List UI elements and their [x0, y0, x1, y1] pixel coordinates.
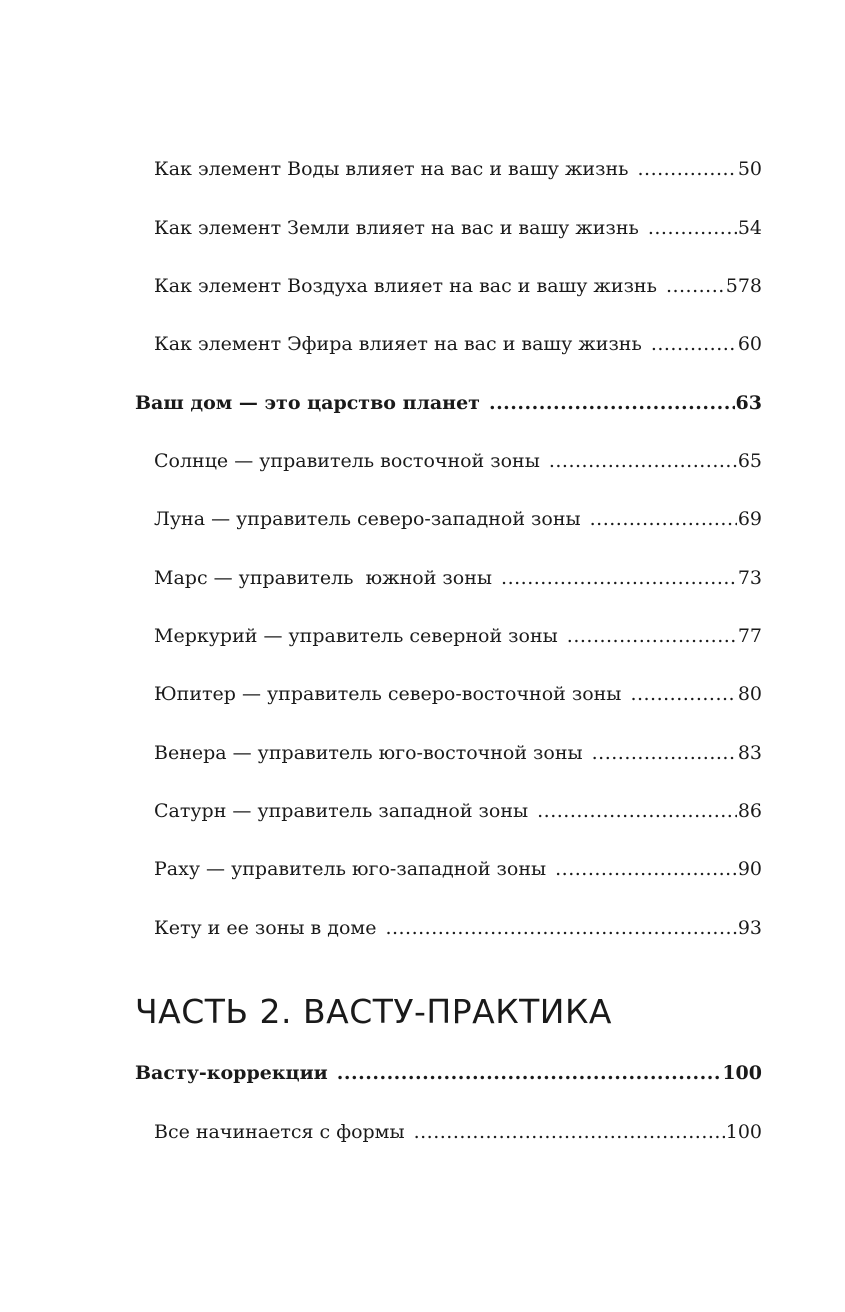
- toc-section-title: Ваш дом — это царство планет: [135, 392, 480, 414]
- toc-entry-title: Солнце — управитель восточной зоны: [154, 450, 540, 472]
- toc-entry-title: Меркурий — управитель северной зоны: [154, 625, 558, 647]
- dot-leader: [592, 741, 737, 765]
- toc-entry-mars: [154, 566, 762, 590]
- toc-entry-page: 100: [725, 1121, 762, 1143]
- toc-entry-title: Как элемент Воды влияет на вас и вашу жизнь: [154, 158, 629, 180]
- dot-leader: [648, 216, 737, 240]
- toc-entry-title: Раху — управитель юго-западной зоны: [154, 858, 547, 880]
- toc-entry-saturn: [154, 799, 762, 823]
- part-heading: ЧАСТЬ 2. ВАСТУ-ПРАКТИКА: [135, 992, 612, 1031]
- dot-leader: [630, 682, 736, 706]
- toc-entry-page: 90: [737, 858, 762, 880]
- dot-leader: [549, 449, 737, 473]
- toc-entry-page: 60: [737, 333, 762, 355]
- toc-entry-form: [154, 1120, 762, 1144]
- toc-entry-moon: [154, 507, 762, 531]
- toc-entry-page: 86: [737, 800, 762, 822]
- dot-leader: [567, 624, 737, 648]
- dot-leader: [489, 391, 735, 415]
- toc-entry-title: Марс — управитель южной зоны: [154, 567, 493, 589]
- toc-entry-title: Венера — управитель юго-восточной зоны: [154, 742, 583, 764]
- dot-leader: [337, 1061, 722, 1085]
- toc-entry-page: 54: [737, 217, 762, 239]
- dot-leader: [537, 799, 737, 823]
- dot-leader: [414, 1120, 725, 1144]
- toc-entry-page: 69: [737, 508, 762, 530]
- dot-leader: [555, 857, 737, 881]
- toc-entry-title: Как элемент Эфира влияет на вас и вашу жизнь: [154, 333, 642, 355]
- toc-entry-title: Кету и ее зоны в доме: [154, 917, 377, 939]
- toc-entry-page: 83: [737, 742, 762, 764]
- toc-entry-page: 93: [737, 917, 762, 939]
- toc-entry-page: 65: [737, 450, 762, 472]
- toc-entry-water: [154, 157, 762, 181]
- dot-leader: [501, 566, 737, 590]
- dot-leader: [666, 274, 725, 298]
- toc-entry-page: 77: [737, 625, 762, 647]
- dot-leader: [637, 157, 736, 181]
- toc-section-planets: [135, 391, 762, 415]
- toc-entry-ether: [154, 332, 762, 356]
- toc-section-page: 63: [735, 392, 762, 414]
- toc-entry-jupiter: [154, 682, 762, 706]
- toc-entry-page: 73: [737, 567, 762, 589]
- dot-leader: [651, 332, 737, 356]
- toc-entry-mercury: [154, 624, 762, 648]
- dot-leader: [590, 507, 737, 531]
- toc-section-page: 100: [722, 1062, 762, 1084]
- toc-entry-title: Луна — управитель северо-западной зоны: [154, 508, 581, 530]
- toc-section-corrections: [135, 1061, 762, 1085]
- toc-entry-title: Все начинается с формы: [154, 1121, 405, 1143]
- toc-entry-title: Юпитер — управитель северо-восточной зоны: [154, 683, 622, 705]
- toc-entry-title: Как элемент Воздуха влияет на вас и вашу жизнь: [154, 275, 657, 297]
- toc-entry-page: 80: [737, 683, 762, 705]
- toc-entry-title: Сатурн — управитель западной зоны: [154, 800, 529, 822]
- toc-entry-sun: [154, 449, 762, 473]
- toc-entry-air: [154, 274, 762, 298]
- toc-entry-venus: [154, 741, 762, 765]
- toc-entry-page: 578: [725, 275, 762, 297]
- dot-leader: [385, 916, 736, 940]
- toc-entry-earth: [154, 216, 762, 240]
- toc-section-title: Васту-коррекции: [135, 1062, 328, 1084]
- toc-entry-rahu: [154, 857, 762, 881]
- toc-entry-ketu: [154, 916, 762, 940]
- toc-entry-title: Как элемент Земли влияет на вас и вашу жизнь: [154, 217, 639, 239]
- toc-entry-page: 50: [737, 158, 762, 180]
